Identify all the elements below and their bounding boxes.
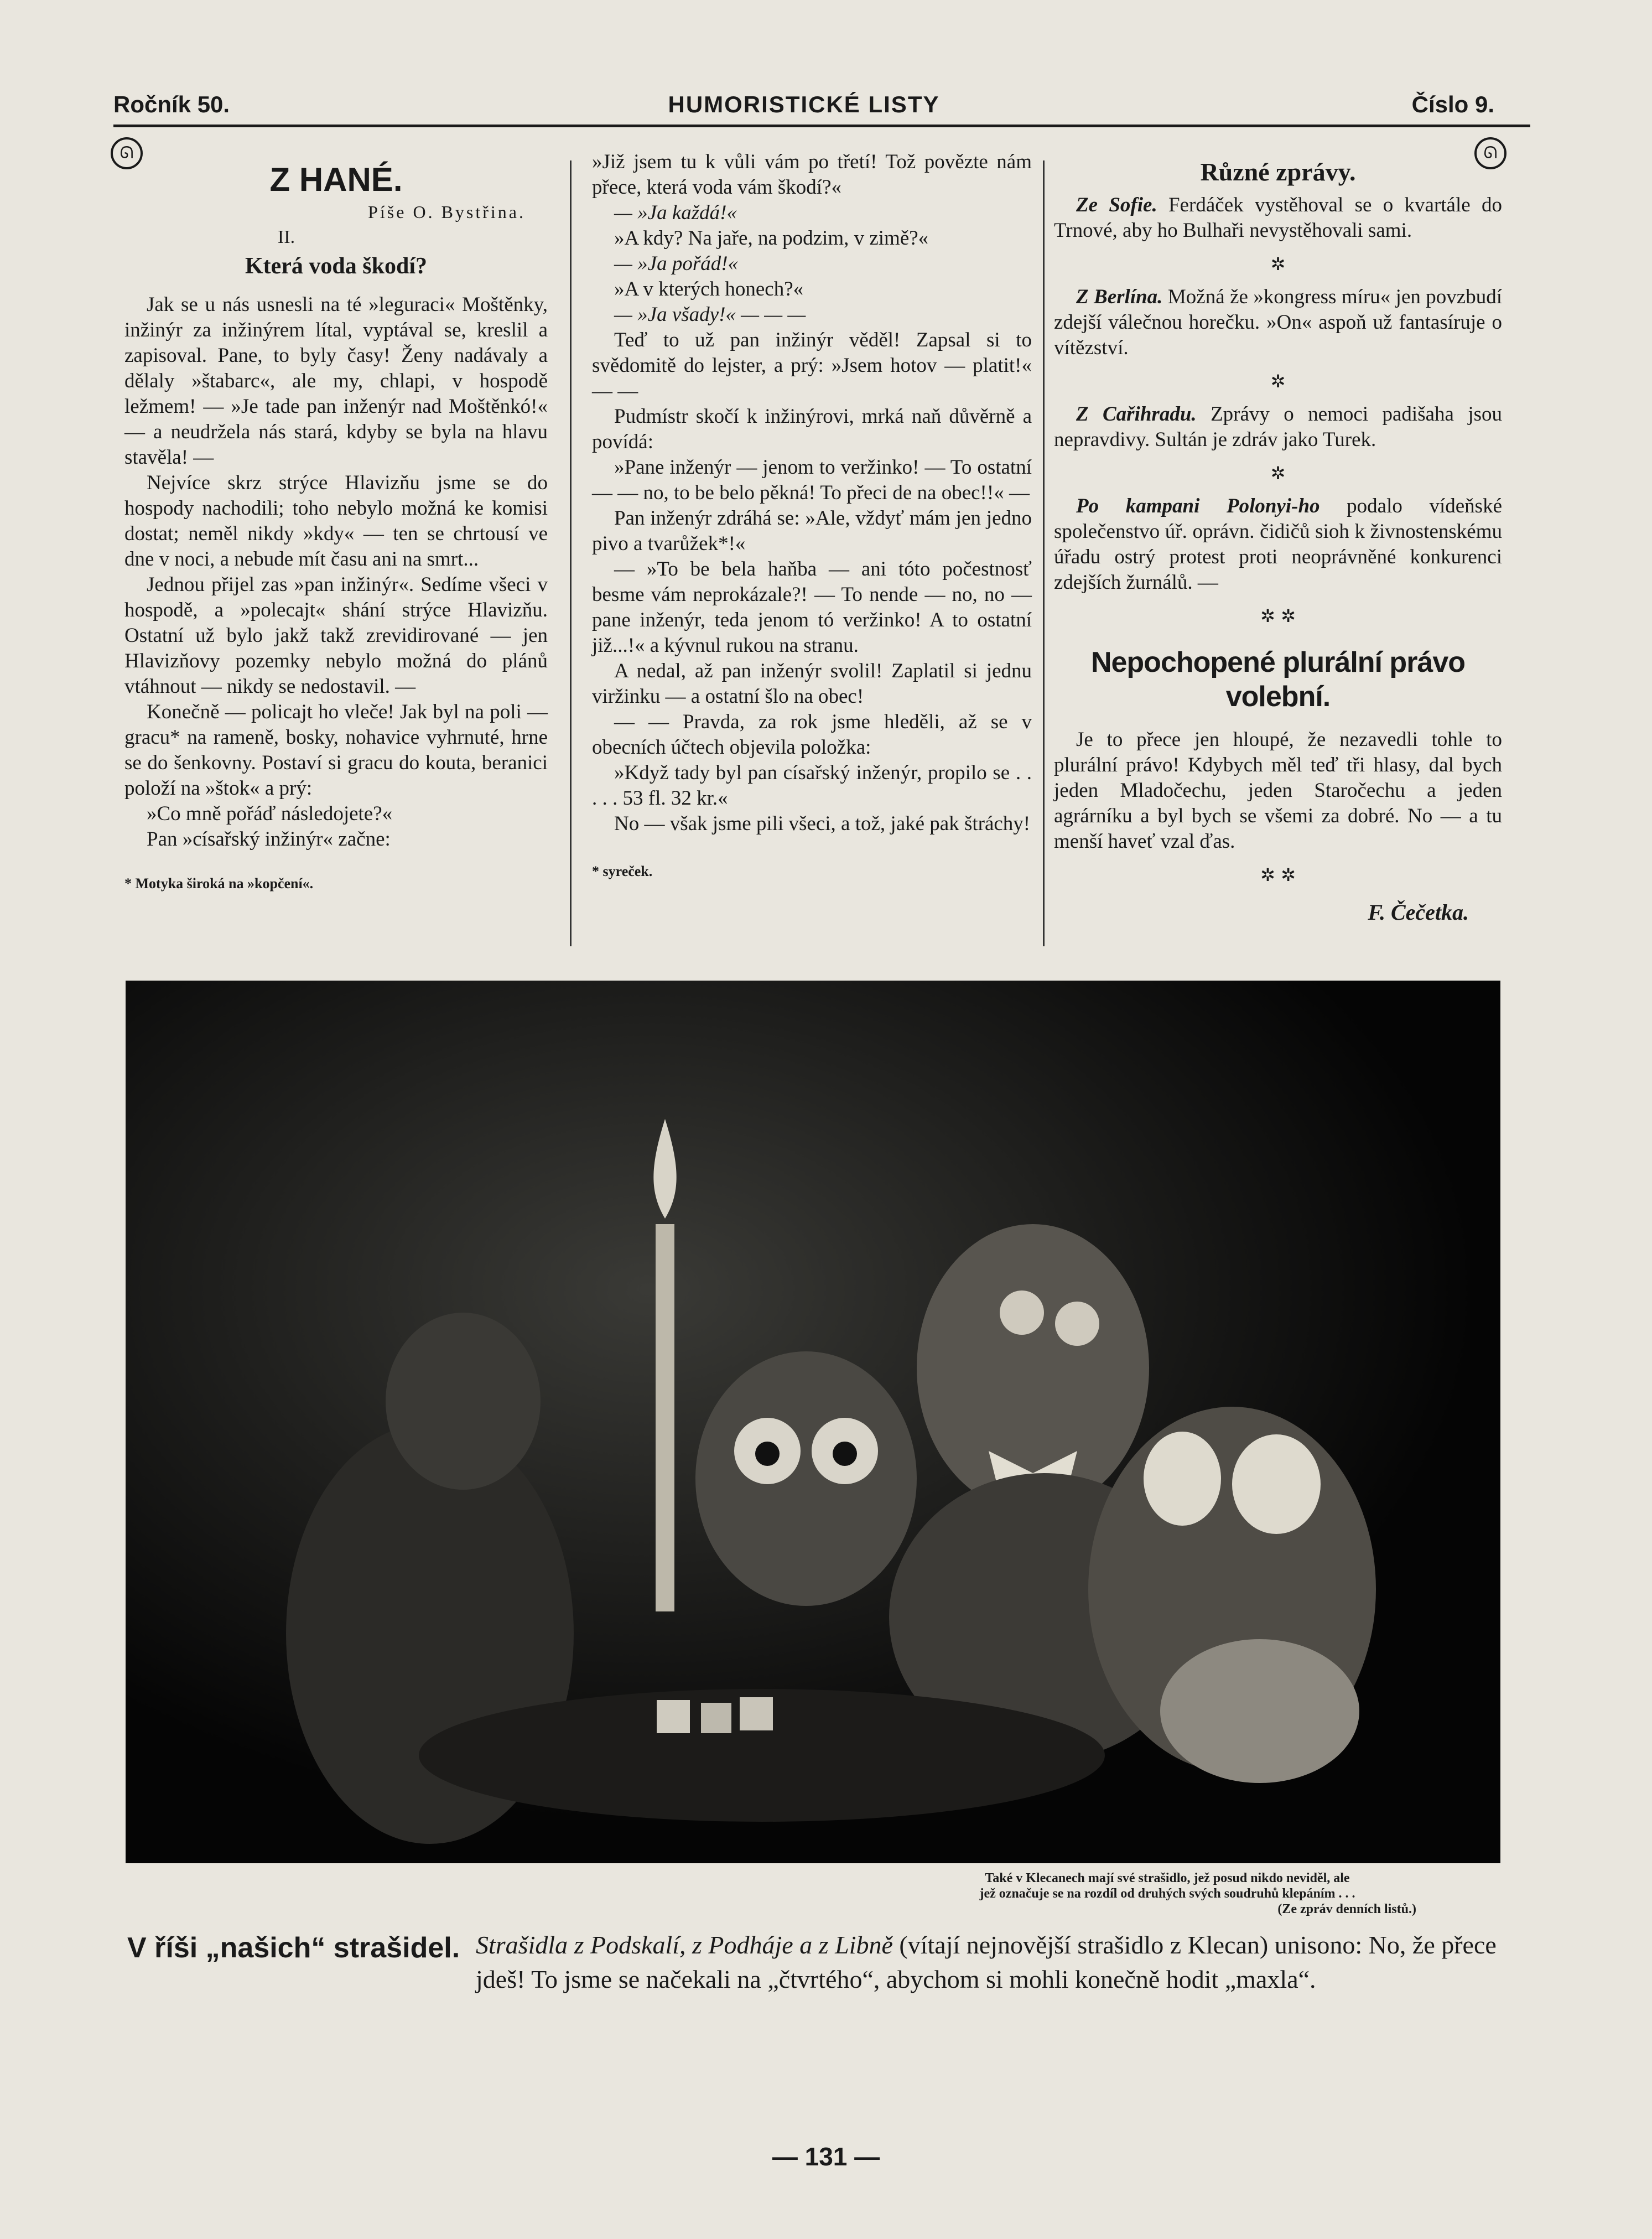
news-head: Z Cařihradu. [1076, 403, 1197, 426]
illustration-title: V říši „našich“ strašidel. [127, 1932, 460, 1964]
article-title: Z HANÉ. [269, 161, 403, 198]
double-star-divider-icon: ✲ ✲ [1260, 605, 1296, 626]
caption-italic: Strašidla z Podskalí, z Podháje a z Libně [476, 1931, 893, 1959]
ghost-tall-icon [917, 1224, 1149, 1512]
signature: F. Čečetka. [1368, 900, 1469, 925]
article-byline: Píše O. Bystřina. [368, 202, 526, 222]
paragraph: Konečně — policajt ho vleče! Jak byl na poli — gracu* na rameně, bosky, nohavice vyhrnuté, hrne se do šenkovny. Postaví si gracu do kouta, beranici položí na »štok« a prý: [124, 701, 548, 800]
column-divider [1043, 160, 1045, 946]
illustration-drawing [126, 981, 1500, 1863]
page-number: — 131 — [772, 2142, 880, 2171]
dialogue-line: »A v kterých honech?« [614, 278, 804, 300]
ornament-right-icon: ᘏ [1474, 137, 1506, 169]
paragraph: »Když tady byl pan císařský inženýr, propilo se . . . . . 53 fl. 32 kr.« [592, 761, 1032, 810]
star-divider-icon: ✲ [1270, 253, 1286, 274]
page-header [113, 91, 1494, 125]
paragraph: No — však jsme pili všeci, a tož, jaké pak štráchy! [614, 812, 1031, 835]
paragraph: — — Pravda, za rok jsme hleděli, až se v obecních účtech objevila položka: [592, 711, 1032, 759]
column-news [1054, 149, 1502, 925]
caption-rest: unisono: No, že přece jdeš! To jsme se načekali na „čtvrtého“, abychom si mohli konečně hodit „maxla“. [476, 1931, 1497, 1993]
header-rule [113, 125, 1530, 127]
caption-line: Také v Klecanech mají své strašidlo, jež posud nikdo neviděl, ale [985, 1871, 1350, 1885]
caption-line: jež označuje se na rozdíl od druhých svých soudruhů klepáním . . . [979, 1886, 1355, 1901]
news-item [1054, 402, 1502, 453]
paragraph: Je to přece jen hloupé, že nezavedli tohle to plurální právo! Kdybych měl teď tři hlasy, dal bych jeden Mladočechu, jeden Staročechu a jeden agrárníku a byl bych se všemi za dobré. No — a tu menší haveť vzal ďas. [1054, 728, 1502, 853]
article-part: II. [277, 227, 295, 247]
news-item [1054, 284, 1502, 361]
paragraph: Jednou přijel zas »pan inžinýr«. Sedíme všeci v hospodě, a »polecajt« shání strýce Hlavizňu. Ostatní už bylo jakž takž zrevidirované — jen Hlavizňovy pozemky nebylo možná do plánů vtáhnout — nikdy se nedostavil. — [124, 573, 548, 698]
dialogue-line: »A kdy? Na jaře, na podzim, v zimě?« [614, 227, 929, 250]
section-title: Různé zprávy. [1200, 158, 1356, 186]
footnote: * syreček. [592, 863, 653, 879]
column-divider [570, 160, 572, 946]
column-z-hane [124, 149, 548, 896]
paragraph: A nedal, až pan inženýr svolil! Zaplatil si jednu viržinku — a ostatní šlo na obec! [592, 660, 1032, 708]
news-head: Ze Sofie. [1076, 194, 1157, 216]
article-heading: Nepochopené plurální právo volební. [1090, 646, 1466, 713]
paragraph: »Pane inženýr — jenom to veržinko! — To ostatní — — no, to be belo pěkná! To přeci de na obec!!« — [592, 456, 1032, 504]
paragraph: Teď to už pan inžinýr věděl! Zapsal si to svědomitě do lejster, a prý: »Jsem hotov — platit!« — — [592, 329, 1032, 402]
caption-line: (Ze zpráv denních listů.) [1277, 1902, 1416, 1916]
news-item [1054, 494, 1502, 595]
dialogue-line: — »Ja všady!« — — — [614, 303, 806, 326]
paragraph: Jak se u nás usnesli na té »leguraci« Moštěnky, inžinýr za inžinýrem lítal, vyptával se, kreslil a zapisoval. Pane, to byly časy! Ženy nadávaly a dělaly »štabarc«, ale my, chlapi, v hospodě ležmem! — »Je tade pan inženýr nad Moštěnkó!« — a neudržela nás stará, kdyby se byla na hlavu stavěla! — [124, 293, 548, 469]
paragraph: Pudmístr skočí k inžinýrovi, mrká naň důvěrně a povídá: [592, 405, 1032, 453]
caption-source [918, 1870, 1416, 1917]
candle-icon [656, 1224, 674, 1611]
news-body: Zprávy o nemoci padišaha jsou nepravdivy. Sultán je zdráv jako Turek. [1054, 403, 1503, 451]
paragraph: Pan inženýr zdráhá se: »Ale, vždyť mám jen jedno pivo a tvarůžek*!« [592, 507, 1032, 555]
paragraph: »Již jsem tu k vůli vám po třetí! Tož povězte nám přece, která voda vám škodí?« [592, 151, 1032, 199]
dialogue-line: — »Ja každá!« [614, 201, 737, 224]
paragraph: »Co mně pořáď následojete?« [147, 802, 393, 825]
news-head: Z Berlína. [1076, 286, 1163, 308]
news-body: podalo vídeňské společenstvo úř. oprávn. čidičů sioh k živnostenskému úřadu ostrý protest proti neoprávněné konkurenci zdejších žurnálů. — [1054, 495, 1502, 594]
news-body: Ferdáček vystěhoval se o kvartále do Trnové, aby ho Bulhaři nevystěhovali sami. [1054, 194, 1502, 242]
star-divider-icon: ✲ [1270, 463, 1286, 484]
dice-icon [740, 1697, 773, 1730]
star-divider-icon: ✲ [1270, 371, 1286, 392]
news-head: Po kampani Polonyi-ho [1076, 495, 1320, 517]
ghost-owl-icon [695, 1351, 917, 1606]
paragraph: Pan »císařský inžinýr« začne: [147, 828, 391, 851]
masthead-title: HUMORISTICKÉ LISTY [668, 91, 940, 117]
dialogue-line: — »Ja pořád!« [614, 252, 739, 275]
volume-label: Ročník 50. [113, 91, 230, 117]
footnote: * Motyka široká na »kopčení«. [124, 875, 314, 892]
dice-icon [701, 1703, 731, 1733]
dice-icon [657, 1700, 690, 1733]
news-item [1054, 193, 1502, 243]
issue-number: Číslo 9. [1411, 91, 1494, 117]
paragraph: — »To be bela haňba — ani tóto počestnosť besme vám neprokázale?! — To nende — no, no — pane inženýr, teda jenom tó veržinko! A to ostatní již...!« a kývnul rukou na stranu. [592, 558, 1032, 657]
double-star-divider-icon: ✲ ✲ [1260, 864, 1296, 885]
illustration-caption [476, 1928, 1505, 1997]
ornament-left-icon: ᘏ [111, 137, 143, 169]
ghost-illustration [126, 981, 1500, 1863]
news-body: Možná že »kongress míru« jen povzbudí zdejší válečnou horečku. »On« aspoň už fantasíruje o vítězství. [1054, 286, 1503, 359]
column-continuation [592, 149, 1032, 884]
article-subtitle: Která voda škodí? [245, 253, 428, 279]
paragraph: Nejvíce skrz strýce Hlavizňu jsme se do hospody nachodili; toho nebylo možná ke komisi dostat; neměl nikdy »kdy« — ten se chrtousí ve dne v noci, a nebude mít času ani na smrt... [124, 471, 548, 571]
caption-paren: (vítají nejnovější strašidlo z Klecan) [899, 1931, 1269, 1959]
